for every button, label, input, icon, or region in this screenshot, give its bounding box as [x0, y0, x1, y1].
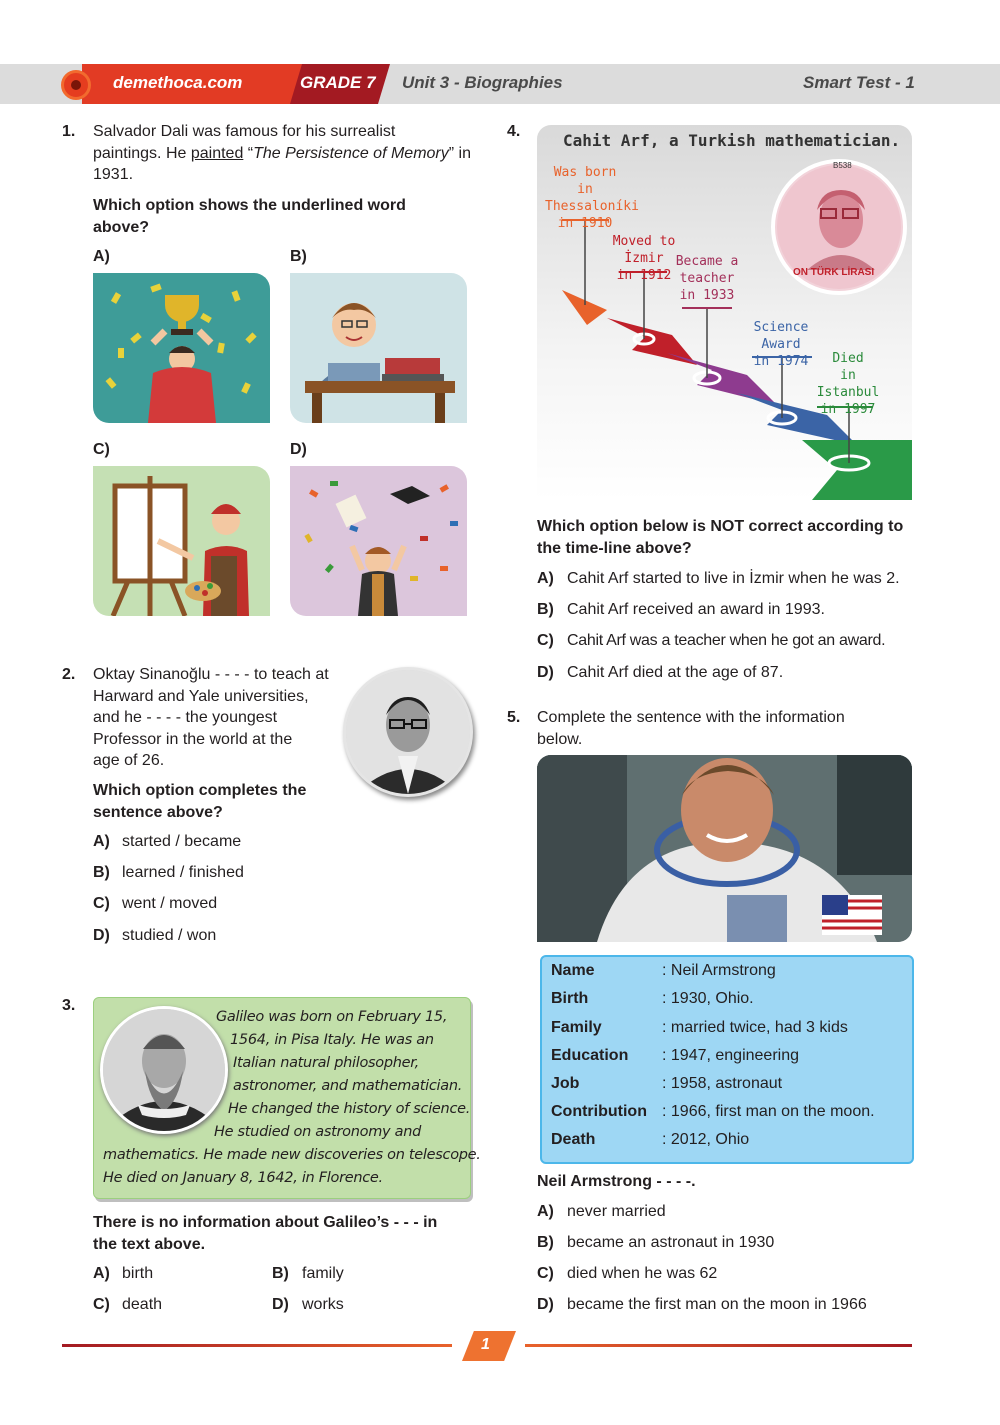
q3-number: 3.: [62, 997, 76, 1014]
q1-option-a-image[interactable]: [93, 273, 270, 423]
fact-key-contribution: Contribution: [551, 1103, 647, 1120]
q5-option-a-letter: A): [537, 1203, 554, 1220]
q1-option-b-label[interactable]: B): [290, 248, 307, 265]
q1-option-c-label[interactable]: C): [93, 441, 110, 458]
q2-option-d-letter: D): [93, 927, 110, 944]
q2-option-d-text: studied / won: [122, 927, 217, 944]
q5-option-b[interactable]: [537, 1234, 775, 1252]
q1-line-1: Salvador Dali was famous for his surrealist: [93, 123, 396, 140]
fact-value-job: : 1958, astronaut: [662, 1075, 783, 1092]
q4-option-b-letter: B): [537, 601, 554, 618]
q1-underlined-word: painted: [190, 144, 244, 162]
q1-option-a-label[interactable]: A): [93, 248, 110, 265]
fact-value-name: : Neil Armstrong: [662, 962, 776, 979]
q4-option-c-letter: C): [537, 632, 554, 649]
q1-quote-open: “: [243, 144, 254, 162]
q1-option-c-image[interactable]: [93, 466, 270, 616]
q3-question-line-2: the text above.: [93, 1235, 206, 1253]
q5-line-2: below.: [537, 730, 583, 748]
oktay-sinanoglu-portrait: [343, 667, 473, 797]
q5-option-b-text: became an astronaut in 1930: [567, 1234, 775, 1251]
fact-value-education: : 1947, engineering: [662, 1047, 799, 1064]
q3-option-c-text: death: [122, 1296, 163, 1313]
award-line-2: in 1974: [753, 354, 809, 369]
astronaut-photo-icon: [537, 755, 912, 942]
q2-option-a-text: started / became: [122, 833, 242, 850]
q5-option-c-text: died when he was 62: [567, 1265, 718, 1282]
galileo-line-2: 1564, in Pisa Italy. He was an: [230, 1032, 434, 1048]
banknote-serial: B538: [833, 161, 852, 170]
q4-question-line-1: Which option below is NOT correct according to: [537, 518, 904, 535]
q4-question-line-2: the time-line above?: [537, 539, 692, 557]
q2-option-a-letter: A): [93, 833, 110, 850]
q5-question: Neil Armstrong - - - -.: [537, 1173, 696, 1190]
q2-stem: [93, 664, 353, 772]
q2-line-1: Oktay Sinanoğlu - - - - to teach at: [93, 666, 329, 683]
teacher-line-3: in 1933: [679, 288, 735, 303]
header-logo-dot-icon: [61, 70, 91, 100]
q2-line-5: age of 26.: [93, 752, 165, 769]
q1-question-line-1: Which option shows the underlined word: [93, 197, 406, 214]
footer-line-right: [525, 1344, 912, 1347]
q4-option-a[interactable]: [537, 570, 900, 588]
q2-option-c[interactable]: [93, 895, 218, 913]
born-line-1: Was born in: [553, 165, 617, 197]
q1-number: 1.: [62, 123, 76, 140]
galileo-line-6: He studied on astronomy and: [214, 1124, 422, 1140]
q1-stem: [93, 121, 483, 186]
typewriter-man-illustration: [290, 273, 467, 423]
q1-line-2-pre: paintings. He: [93, 144, 191, 162]
q4-option-a-text: Cahit Arf started to live in İzmir when he was 2.: [567, 570, 900, 587]
galileo-line-4: astronomer, and mathematician.: [233, 1078, 463, 1094]
q3-question-line-1: There is no information about Galileo’s - - - in: [93, 1214, 438, 1231]
q3-option-b-text: family: [302, 1265, 344, 1282]
fact-key-death: Death: [551, 1131, 596, 1148]
galileo-line-1: Galileo was born on February 15,: [216, 1009, 448, 1025]
fact-key-job: Job: [551, 1075, 580, 1092]
fact-value-family: : married twice, had 3 kids: [662, 1019, 848, 1036]
galileo-line-3: Italian natural philosopher,: [233, 1055, 419, 1071]
q2-line-2: Harward and Yale universities,: [93, 687, 309, 705]
izmir-line-2: in 1912: [616, 268, 672, 283]
q5-stem: [537, 707, 845, 750]
died-line-3: in 1997: [820, 402, 876, 417]
timeline-event-teacher: [668, 253, 746, 304]
fact-key-birth: Birth: [551, 990, 589, 1007]
q2-line-3: and he - - - - the youngest: [93, 709, 278, 726]
q5-option-b-letter: B): [537, 1234, 554, 1251]
fact-value-birth: : 1930, Ohio.: [662, 990, 754, 1007]
q2-option-c-letter: C): [93, 895, 110, 912]
q5-option-a-text: never married: [567, 1203, 666, 1220]
died-line-1: Died: [832, 351, 864, 366]
q1-question: [93, 195, 406, 238]
fact-key-education: Education: [551, 1047, 629, 1064]
q1-line-3: 1931.: [93, 166, 134, 183]
q3-option-d-text: works: [302, 1296, 344, 1313]
born-line-3: in 1910: [557, 216, 613, 231]
died-line-2: in Istanbul: [816, 368, 880, 400]
q1-question-line-2: above?: [93, 218, 150, 236]
banknote-text: ON TÜRK LİRASI: [793, 267, 875, 278]
q1-option-b-image[interactable]: [290, 273, 467, 423]
q1-option-d-label[interactable]: D): [290, 441, 307, 458]
q3-option-d-letter: D): [272, 1296, 289, 1313]
q2-option-a[interactable]: [93, 833, 242, 851]
galileo-line-5: He changed the history of science.: [228, 1101, 471, 1117]
galileo-line-7: mathematics. He made new discoveries on telescope.: [103, 1147, 481, 1163]
timeline-title: Cahit Arf, a Turkish mathematician.: [563, 131, 901, 150]
painter-easel-illustration: [93, 466, 270, 616]
q2-question: [93, 780, 306, 823]
q5-option-c-letter: C): [537, 1265, 554, 1282]
q2-option-c-text: went / moved: [122, 895, 218, 912]
award-line-1: Science Award: [753, 320, 809, 352]
fact-value-contribution: : 1966, first man on the moon.: [662, 1103, 875, 1120]
q4-option-c-text: Cahit Arf was a teacher when he got an award.: [567, 632, 886, 649]
timeline-event-born: [545, 164, 639, 232]
galileo-line-8: He died on January 8, 1642, in Florence.: [103, 1170, 383, 1186]
graduate-celebration-illustration: [290, 466, 467, 616]
q3-question: [93, 1212, 437, 1255]
fact-key-family: Family: [551, 1019, 602, 1036]
q5-number: 5.: [507, 709, 521, 726]
q3-option-c[interactable]: [93, 1296, 163, 1314]
q4-option-d[interactable]: [537, 664, 784, 682]
portrait-photo-icon: [346, 670, 470, 794]
q4-number: 4.: [507, 123, 521, 140]
q3-option-b[interactable]: [272, 1265, 344, 1283]
q3-option-c-letter: C): [93, 1296, 110, 1313]
q4-option-b-text: Cahit Arf received an award in 1993.: [567, 601, 825, 618]
footer-line-left: [62, 1344, 452, 1347]
q1-line-2-post: ” in: [448, 144, 471, 162]
born-line-2: Thessaloníki: [545, 199, 639, 214]
q4-option-d-letter: D): [537, 664, 554, 681]
q4-option-a-letter: A): [537, 570, 554, 587]
q5-option-a[interactable]: [537, 1203, 666, 1221]
q1-line-2: [93, 143, 483, 165]
fact-value-death: : 2012, Ohio: [662, 1131, 750, 1148]
q5-option-d-text: became the first man on the moon in 1966: [567, 1296, 867, 1313]
galileo-portrait: [100, 1006, 228, 1134]
q5-line-1: Complete the sentence with the information: [537, 709, 845, 726]
timeline-event-died: [808, 350, 888, 418]
test-title: Smart Test - 1: [803, 73, 915, 92]
q1-option-d-image[interactable]: [290, 466, 467, 616]
unit-title: Unit 3 - Biographies: [402, 73, 563, 92]
page-number: 1: [481, 1336, 490, 1353]
q4-option-d-text: Cahit Arf died at the age of 87.: [567, 664, 784, 681]
teacher-line-1: Became a: [675, 254, 739, 269]
teacher-line-2: teacher: [679, 271, 735, 286]
q2-option-b[interactable]: [93, 864, 244, 882]
q5-option-d-letter: D): [537, 1296, 554, 1313]
trophy-winner-illustration: [93, 273, 270, 423]
q2-question-line-2: sentence above?: [93, 803, 223, 821]
q4-option-b[interactable]: [537, 601, 825, 619]
q3-option-b-letter: B): [272, 1265, 289, 1282]
grade-label: GRADE 7: [300, 73, 376, 92]
neil-armstrong-photo: [537, 755, 912, 942]
q2-number: 2.: [62, 666, 76, 683]
q2-option-b-letter: B): [93, 864, 110, 881]
q2-line-4: Professor in the world at the: [93, 730, 293, 748]
site-name[interactable]: demethoca.com: [113, 73, 243, 92]
engraving-portrait-icon: [103, 1009, 225, 1131]
q2-option-b-text: learned / finished: [122, 864, 244, 881]
q4-option-c[interactable]: [537, 632, 886, 650]
q4-question: [537, 516, 903, 559]
q3-option-d[interactable]: [272, 1296, 344, 1314]
q2-option-d[interactable]: [93, 927, 217, 945]
q3-option-a[interactable]: [93, 1265, 154, 1283]
fact-key-name: Name: [551, 962, 595, 979]
izmir-line-1: Moved to İzmir: [612, 234, 676, 266]
q5-option-c[interactable]: [537, 1265, 718, 1283]
q5-option-d[interactable]: [537, 1296, 867, 1314]
q3-option-a-letter: A): [93, 1265, 110, 1282]
q2-question-line-1: Which option completes the: [93, 782, 307, 799]
q1-painting-title: The Persistence of Memory: [253, 144, 449, 162]
q3-option-a-text: birth: [122, 1265, 154, 1282]
